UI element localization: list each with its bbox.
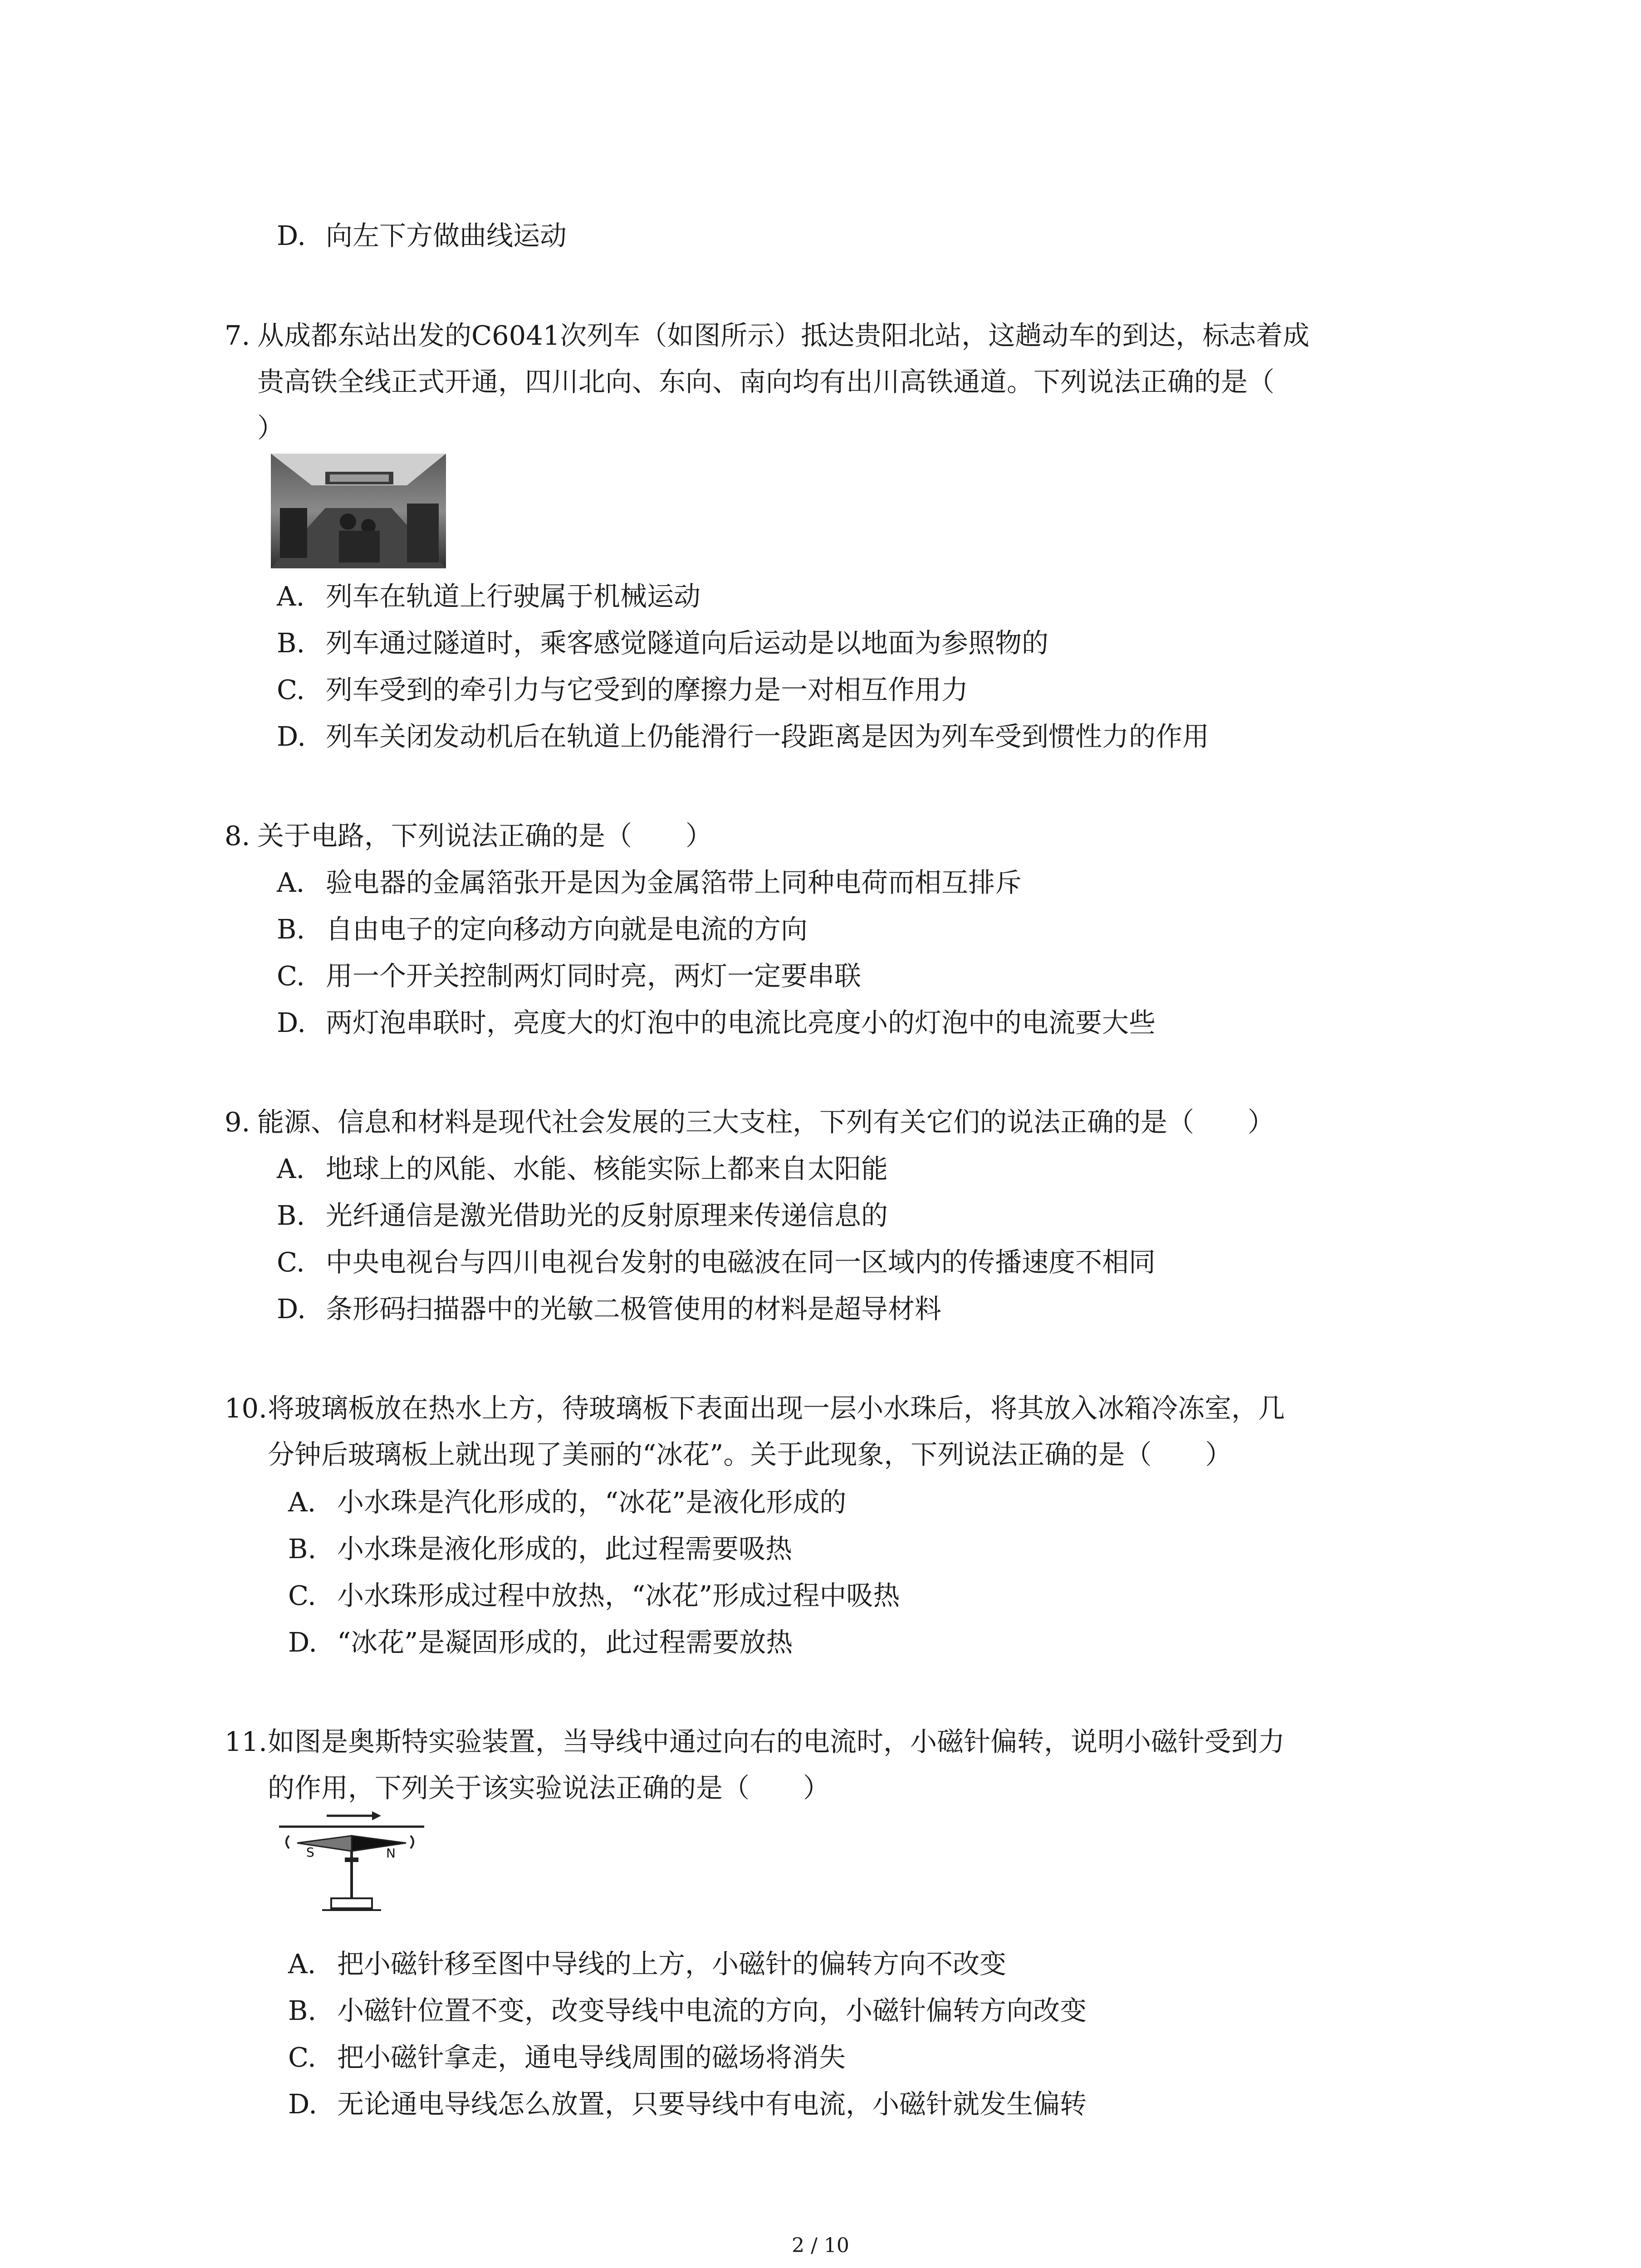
option-letter: B. <box>277 914 305 945</box>
question-8-option-d <box>277 1009 1156 1036</box>
option-text: 列车通过隧道时，乘客感觉隧道向后运动是以地面为参照物的 <box>326 627 1049 659</box>
option-text: 条形码扫描器中的光敏二极管使用的材料是超导材料 <box>326 1293 942 1325</box>
question-7-stem-line-2: 贵高铁全线正式开通，四川北向、东向、南向均有出川高铁通道。下列说法正确的是（ <box>257 366 1275 397</box>
option-letter: A. <box>277 581 305 612</box>
question-9-option-a <box>277 1155 888 1182</box>
question-9-stem <box>225 1106 1275 1138</box>
stem-text: 如图是奥斯特实验装置，当导线中通过向右的电流时，小磁针偏转，说明小磁针受到力 <box>268 1726 1285 1757</box>
option-letter: C. <box>277 960 305 992</box>
page-number: 2 / 10 <box>792 2234 849 2257</box>
question-7-option-a <box>277 583 700 610</box>
option-text: 列车受到的牵引力与它受到的摩擦力是一对相互作用力 <box>326 674 969 705</box>
question-8-option-a <box>277 869 1022 896</box>
option-letter: B. <box>277 1200 305 1231</box>
question-11-option-d <box>288 2088 1087 2120</box>
option-text: 两灯泡串联时，亮度大的灯泡中的电流比亮度小的灯泡中的电流要大些 <box>326 1007 1156 1038</box>
question-9-option-d <box>277 1293 942 1325</box>
question-10-option-d <box>288 1629 793 1656</box>
option-text: 中央电视台与四川电视台发射的电磁波在同一区域内的传播速度不相同 <box>326 1246 1156 1278</box>
n-pole-label: N <box>386 1846 396 1861</box>
needle-north-half <box>352 1836 406 1851</box>
option-letter: D. <box>277 721 306 752</box>
option-text: 光纤通信是激光借助光的反射原理来传递信息的 <box>326 1200 888 1231</box>
s-pole-label: S <box>306 1845 314 1860</box>
option-text: 把小磁针移至图中导线的上方，小磁针的偏转方向不改变 <box>337 1948 1007 1980</box>
question-8-option-b <box>277 916 808 943</box>
question-11-option-c <box>288 2044 846 2071</box>
stem-text: 关于电路，下列说法正确的是（ ） <box>257 820 713 851</box>
deflection-arc-right <box>411 1836 413 1848</box>
question-10-stem-line-1 <box>225 1395 1285 1422</box>
question-number: 7. <box>225 320 250 351</box>
question-11-stem-line-1 <box>225 1728 1285 1755</box>
question-8-option-c <box>277 960 862 992</box>
option-letter: D. <box>277 1293 306 1325</box>
question-7-option-d <box>277 723 1209 750</box>
needle-south-half <box>297 1836 352 1851</box>
option-letter: C. <box>277 674 305 705</box>
question-number: 10. <box>225 1393 267 1424</box>
current-arrow-head-icon <box>372 1811 381 1820</box>
option-letter: B. <box>288 1995 317 2026</box>
option-text: 向左下方做曲线运动 <box>326 220 567 251</box>
train-interior-photo <box>271 454 446 568</box>
option-text: 小磁针位置不变，改变导线中电流的方向，小磁针偏转方向改变 <box>337 1995 1087 2026</box>
option-letter: B. <box>288 1533 317 1564</box>
option-text: 列车关闭发动机后在轨道上仍能滑行一段距离是因为列车受到惯性力的作用 <box>326 721 1210 752</box>
option-text: 列车在轨道上行驶属于机械运动 <box>326 581 701 612</box>
option-letter: A. <box>277 867 305 898</box>
option-letter: C. <box>288 2042 316 2073</box>
oersted-apparatus <box>279 1808 429 1923</box>
question-10-option-a <box>288 1486 847 1518</box>
option-letter: C. <box>288 1580 316 1611</box>
option-text: 小水珠是汽化形成的，“冰花”是液化形成的 <box>337 1486 847 1518</box>
option-letter: D. <box>277 220 306 251</box>
stem-text: 能源、信息和材料是现代社会发展的三大支柱，下列有关它们的说法正确的是（ ） <box>257 1106 1275 1138</box>
question-7-option-c <box>277 676 968 703</box>
option-text: 用一个开关控制两灯同时亮，两灯一定要串联 <box>326 960 862 992</box>
question-number: 11. <box>225 1726 267 1757</box>
option-text: 无论通电导线怎么放置，只要导线中有电流，小磁针就发生偏转 <box>337 2088 1087 2120</box>
option-letter: B. <box>277 627 305 659</box>
option-letter: D. <box>288 2088 317 2120</box>
option-text: 验电器的金属箔张开是因为金属箔带上同种电荷而相互排斥 <box>326 867 1022 898</box>
question-8-stem <box>225 822 712 849</box>
option-text: 自由电子的定向移动方向就是电流的方向 <box>326 914 808 945</box>
option-text: 把小磁针拿走，通电导线周围的磁场将消失 <box>337 2042 846 2073</box>
question-11-option-a <box>288 1948 1007 1980</box>
option-letter: A. <box>288 1948 316 1980</box>
question-11-stem-line-2: 的作用，下列关于该实验说法正确的是（ ） <box>268 1772 830 1804</box>
question-10-option-c <box>288 1582 900 1609</box>
question-11-option-b <box>288 1997 1087 2024</box>
question-9-option-c <box>277 1246 1156 1278</box>
carry-option <box>277 222 567 249</box>
question-9-option-b <box>277 1202 888 1229</box>
stem-text: 将玻璃板放在热水上方，待玻璃板下表面出现一层小水珠后，将其放入冰箱冷冻室，几 <box>268 1393 1285 1424</box>
option-letter: A. <box>288 1486 316 1518</box>
question-10-stem-line-2: 分钟后玻璃板上就出现了美丽的“冰花”。关于此现象，下列说法正确的是（ ） <box>268 1439 1232 1470</box>
option-letter: D. <box>288 1627 317 1658</box>
option-letter: C. <box>277 1246 305 1278</box>
question-number: 9. <box>225 1106 250 1138</box>
question-7-stem-line-1 <box>225 322 1309 349</box>
option-text: 小水珠是液化形成的，此过程需要吸热 <box>337 1533 793 1564</box>
option-text: 地球上的风能、水能、核能实际上都来自太阳能 <box>326 1153 888 1184</box>
question-7-option-b <box>277 627 1049 659</box>
deflection-arc-left <box>286 1836 289 1848</box>
question-7-stem-line-3: ） <box>257 412 284 444</box>
question-10-option-b <box>288 1535 792 1562</box>
question-number: 8. <box>225 820 250 851</box>
stand-base <box>331 1898 372 1908</box>
stem-text: 从成都东站出发的C6041次列车（如图所示）抵达贵阳北站，这趟动车的到达，标志着成 <box>257 320 1310 351</box>
option-text: “冰花”是凝固形成的，此过程需要放热 <box>337 1627 793 1658</box>
option-letter: A. <box>277 1153 305 1184</box>
option-text: 小水珠形成过程中放热，“冰花”形成过程中吸热 <box>337 1580 900 1611</box>
option-letter: D. <box>277 1007 306 1038</box>
